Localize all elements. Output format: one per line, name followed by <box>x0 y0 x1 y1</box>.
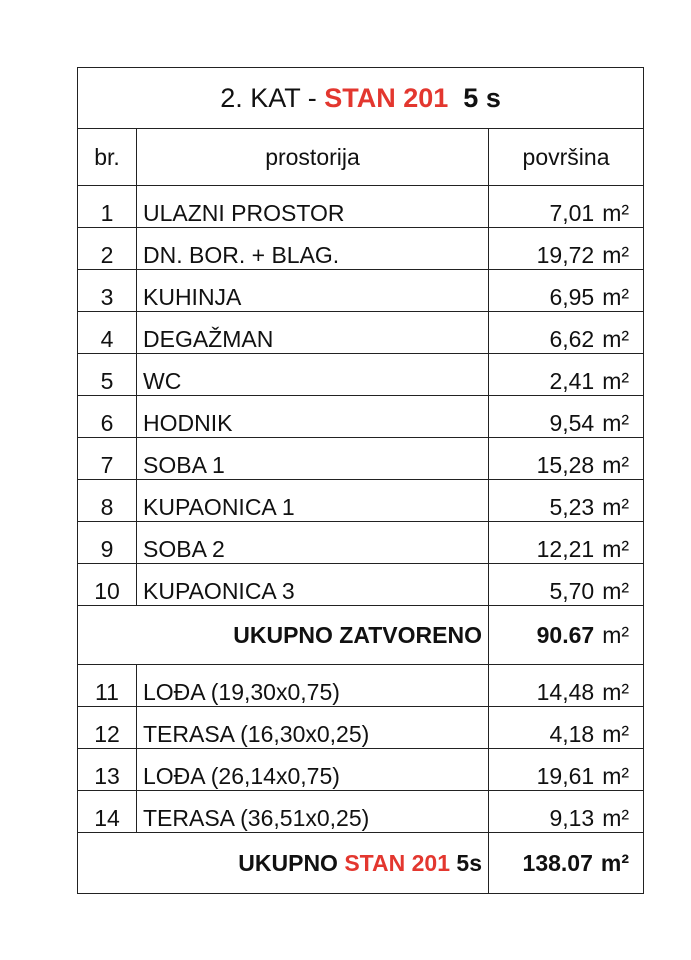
room-area <box>489 270 644 312</box>
room-name: DN. BOR. + BLAG. <box>137 228 489 270</box>
area-table <box>77 67 644 894</box>
room-area <box>489 791 644 833</box>
area-value: 5,70 <box>549 578 595 604</box>
title-suffix: 5 s <box>463 82 501 113</box>
room-area <box>489 707 644 749</box>
room-name: SOBA 2 <box>137 522 489 564</box>
room-name: KUPAONICA 1 <box>137 480 489 522</box>
closed-rooms-body <box>78 186 644 606</box>
title-prefix: 2. KAT - <box>220 82 325 113</box>
table-row <box>78 186 644 228</box>
row-number: 7 <box>78 438 137 480</box>
row-number: 1 <box>78 186 137 228</box>
row-number: 3 <box>78 270 137 312</box>
room-name: LOĐA (26,14x0,75) <box>137 749 489 791</box>
header-area: površina <box>489 129 644 186</box>
area-value: 19,61 <box>536 763 595 789</box>
area-unit: m² <box>602 763 630 789</box>
table-row <box>78 312 644 354</box>
row-number: 10 <box>78 564 137 606</box>
area-unit: m² <box>602 494 630 520</box>
row-number: 14 <box>78 791 137 833</box>
title-row <box>78 68 644 129</box>
room-name: LOĐA (19,30x0,75) <box>137 665 489 707</box>
area-unit: m² <box>602 410 630 436</box>
table-row <box>78 749 644 791</box>
room-name: DEGAŽMAN <box>137 312 489 354</box>
area-value: 7,01 <box>549 200 595 226</box>
total-row <box>78 833 644 894</box>
subtotal-unit: m² <box>602 621 630 648</box>
room-area <box>489 665 644 707</box>
row-number: 6 <box>78 396 137 438</box>
room-name: ULAZNI PROSTOR <box>137 186 489 228</box>
subtotal-label: UKUPNO ZATVORENO <box>78 606 489 665</box>
header-row <box>78 129 644 186</box>
area-unit: m² <box>602 536 630 562</box>
row-number: 12 <box>78 707 137 749</box>
area-unit: m² <box>602 368 630 394</box>
table-row <box>78 480 644 522</box>
area-unit: m² <box>602 721 630 747</box>
area-value: 5,23 <box>549 494 595 520</box>
table-row <box>78 270 644 312</box>
header-number: br. <box>78 129 137 186</box>
table-row <box>78 438 644 480</box>
table-row <box>78 707 644 749</box>
area-unit: m² <box>602 679 630 705</box>
room-area <box>489 312 644 354</box>
title-apartment: STAN 201 <box>324 82 449 113</box>
room-name: KUPAONICA 3 <box>137 564 489 606</box>
room-name: WC <box>137 354 489 396</box>
area-unit: m² <box>602 326 630 352</box>
area-value: 2,41 <box>549 368 595 394</box>
header-room: prostorija <box>137 129 489 186</box>
row-number: 11 <box>78 665 137 707</box>
room-area <box>489 480 644 522</box>
row-number: 5 <box>78 354 137 396</box>
total-value: 138.07 <box>522 849 593 876</box>
area-value: 4,18 <box>549 721 595 747</box>
row-number: 13 <box>78 749 137 791</box>
subtotal-value: 90.67 <box>536 621 595 648</box>
row-number: 4 <box>78 312 137 354</box>
area-value: 14,48 <box>536 679 595 705</box>
area-value: 9,13 <box>549 805 595 831</box>
area-unit: m² <box>602 452 630 478</box>
area-value: 19,72 <box>536 242 595 268</box>
total-suffix: 5s <box>450 849 482 876</box>
room-area <box>489 186 644 228</box>
table-row <box>78 354 644 396</box>
area-value: 15,28 <box>536 452 595 478</box>
room-name: TERASA (16,30x0,25) <box>137 707 489 749</box>
table-row <box>78 791 644 833</box>
room-area <box>489 228 644 270</box>
area-unit: m² <box>602 284 630 310</box>
room-area <box>489 564 644 606</box>
area-value: 6,95 <box>549 284 595 310</box>
total-area <box>489 833 644 894</box>
area-unit: m² <box>602 200 630 226</box>
room-area <box>489 749 644 791</box>
row-number: 9 <box>78 522 137 564</box>
area-unit: m² <box>602 242 630 268</box>
total-label <box>78 833 489 894</box>
subtotal-area <box>489 606 644 665</box>
total-unit: m² <box>600 849 630 876</box>
room-name: TERASA (36,51x0,25) <box>137 791 489 833</box>
row-number: 2 <box>78 228 137 270</box>
total-prefix: UKUPNO <box>238 849 345 876</box>
area-unit: m² <box>602 805 630 831</box>
subtotal-row <box>78 606 644 665</box>
table-title <box>78 68 644 129</box>
room-area <box>489 396 644 438</box>
room-name: KUHINJA <box>137 270 489 312</box>
area-unit: m² <box>602 578 630 604</box>
area-value: 6,62 <box>549 326 595 352</box>
row-number: 8 <box>78 480 137 522</box>
total-apartment: STAN 201 <box>344 849 451 876</box>
open-rooms-body <box>78 665 644 833</box>
table-row <box>78 396 644 438</box>
room-area <box>489 438 644 480</box>
area-value: 9,54 <box>549 410 595 436</box>
table-row <box>78 564 644 606</box>
table-row <box>78 228 644 270</box>
table-row <box>78 665 644 707</box>
area-value: 12,21 <box>536 536 595 562</box>
room-area <box>489 522 644 564</box>
room-name: SOBA 1 <box>137 438 489 480</box>
table-row <box>78 522 644 564</box>
room-area <box>489 354 644 396</box>
room-name: HODNIK <box>137 396 489 438</box>
